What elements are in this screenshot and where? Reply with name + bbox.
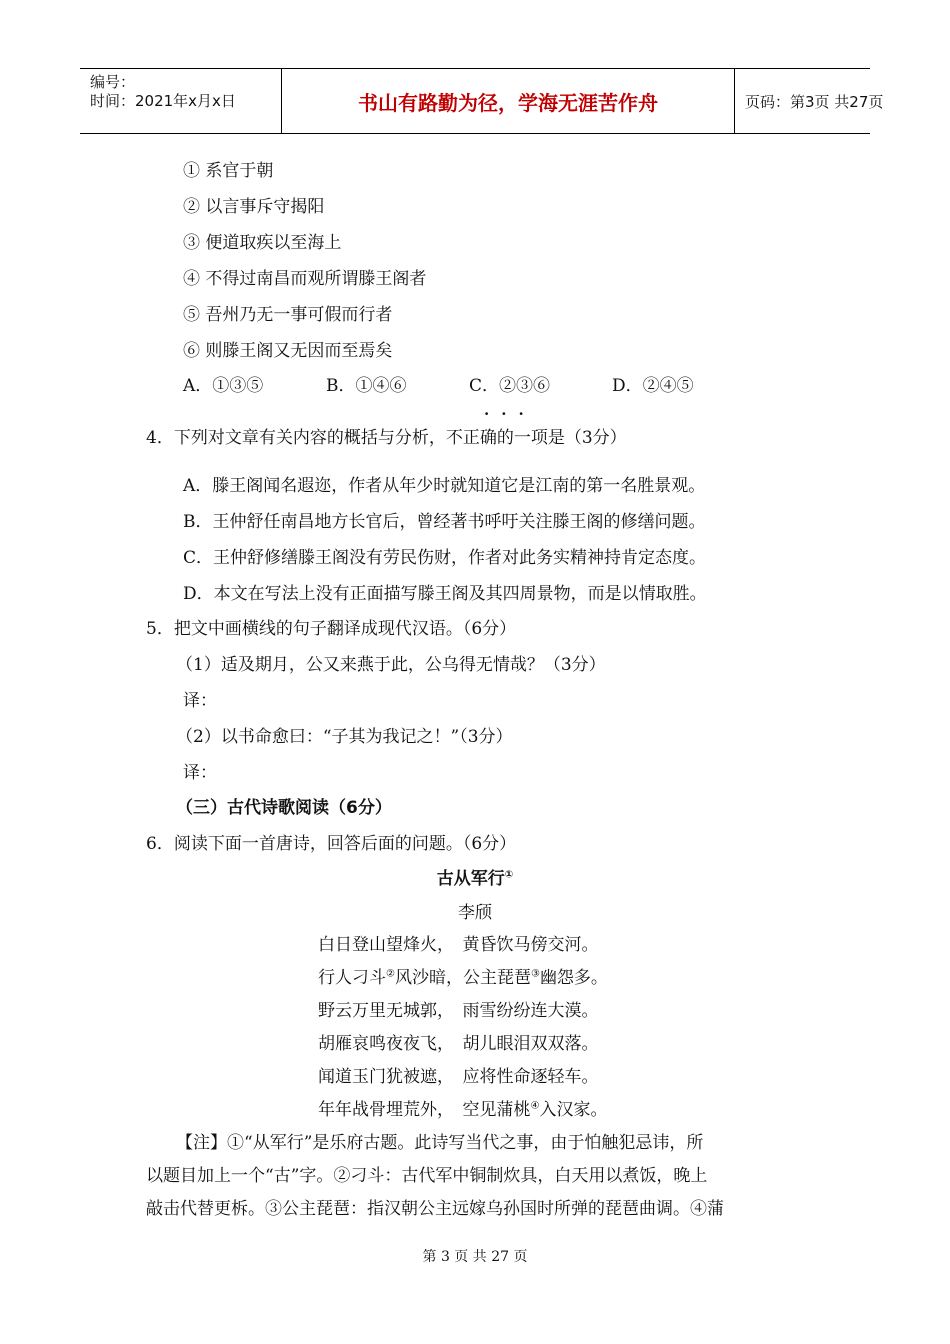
- q5-translate-2: 译：: [183, 763, 217, 783]
- page-header: [80, 68, 884, 134]
- item-1: ① 系官于朝: [183, 161, 274, 181]
- poem-line-6-b: 入汉家。: [539, 1100, 608, 1120]
- header-motto-cell: [282, 69, 735, 133]
- emphasis-dots: ···: [484, 405, 536, 423]
- poem-title-text: 古从军行: [436, 869, 505, 889]
- poem-line-5: 闻道玉门犹被遮， 应将性命逐轻车。: [318, 1067, 599, 1087]
- item-4: ④ 不得过南昌而观所谓滕王阁者: [183, 269, 427, 289]
- note-line-2: 以题目加上一个“古”字。②刁斗：古代军中铜制炊具，白天用以煮饭，晚上: [146, 1166, 708, 1186]
- q6-stem: 6．阅读下面一首唐诗，回答后面的问题。（6分）: [146, 834, 517, 854]
- item-6: ⑥ 则滕王阁又无因而至焉矣: [183, 341, 393, 361]
- poem-line-2-a: 行人刁斗: [318, 968, 386, 988]
- item-2: ② 以言事斥守揭阳: [183, 197, 325, 217]
- q3-option-a: A．①③⑤: [183, 376, 264, 396]
- note-line-1: 【注】①“从军行”是乐府古题。此诗写当代之事，由于怕触犯忌讳，所: [176, 1133, 704, 1153]
- poem-line-2-c: 幽怨多。: [539, 968, 608, 988]
- poem-line-6-a: 年年战骨埋荒外， 空见蒲桃: [318, 1100, 531, 1120]
- header-page-info: 页码：第3页 共27页: [745, 92, 884, 111]
- poem-line-6: [318, 1098, 607, 1122]
- q5-translate-1: 译：: [183, 691, 217, 711]
- item-3: ③ 便道取疾以至海上: [183, 233, 342, 253]
- q4-option-c: C．王仲舒修缮滕王阁没有劳民伤财，作者对此务实精神持肯定态度。: [183, 548, 707, 568]
- q3-option-d: D．②④⑤: [612, 376, 694, 396]
- time-label: 时间：2021年x月x日: [90, 92, 236, 110]
- q5-stem: 5．把文中画横线的句子翻译成现代汉语。（6分）: [146, 619, 517, 639]
- section-3-heading: （三）古代诗歌阅读（6分）: [176, 798, 392, 818]
- poem-line-2-b: 风沙暗，公主琵琶: [394, 968, 531, 988]
- q5-sentence-1: （1）适及期月，公又来燕于此，公乌得无情哉？（3分）: [176, 655, 606, 675]
- q4-option-a: A．滕王阁闻名遐迩，作者从年少时就知道它是江南的第一名胜景观。: [183, 476, 706, 496]
- q3-option-b: B．①④⑥: [326, 376, 407, 396]
- header-meta: [80, 69, 282, 133]
- note-line-3: 敲击代替更柝。③公主琵琶：指汉朝公主远嫁乌孙国时所弹的琵琶曲调。④蒲: [146, 1199, 724, 1219]
- item-5: ⑤ 吾州乃无一事可假而行者: [183, 305, 393, 325]
- header-motto: 书山有路勤为径，学海无涯苦作舟: [358, 90, 658, 115]
- page-footer: 第 3 页 共 27 页: [422, 1249, 528, 1265]
- poem-note-2: ②: [386, 968, 395, 980]
- poem-note-4: ④: [530, 1100, 540, 1112]
- poem-title: [0, 867, 950, 891]
- q5-sentence-2: （2）以书命愈曰：“子其为我记之！”（3分）: [176, 727, 513, 747]
- poem-line-1: 白日登山望烽火， 黄昏饮马傍交河。: [318, 935, 599, 955]
- poem-line-2: [318, 966, 608, 990]
- q4-option-b: B．王仲舒任南昌地方长官后，曾经著书呼吁关注滕王阁的修缮问题。: [183, 512, 706, 532]
- poem-title-note: ①: [504, 869, 514, 881]
- poem-line-3: 野云万里无城郭， 雨雪纷纷连大漠。: [318, 1001, 599, 1021]
- number-label: 编号：: [90, 73, 136, 91]
- poem-note-3: ③: [530, 968, 540, 980]
- poem-author: 李颀: [458, 903, 492, 923]
- q4-stem: 4．下列对文章有关内容的概括与分析，不正确的一项是（3分）: [146, 428, 627, 448]
- q3-option-c: C．②③⑥: [469, 376, 551, 396]
- poem-line-4: 胡雁哀鸣夜夜飞， 胡儿眼泪双双落。: [318, 1034, 599, 1054]
- q4-option-d: D．本文在写法上没有正面描写滕王阁及其四周景物，而是以情取胜。: [183, 584, 707, 604]
